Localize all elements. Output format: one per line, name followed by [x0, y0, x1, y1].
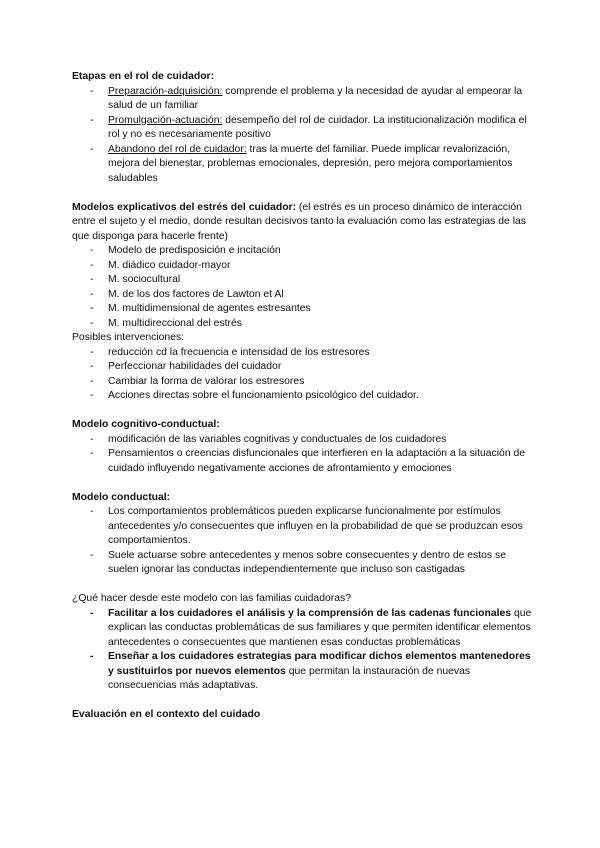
list-item: - Abandono del rol de cuidador: tras la muerte del familiar. Puede implicar revalorización, mejora del bienestar, problemas emocionales, depresión, pero mejora comportamientos saludables — [90, 143, 513, 184]
section-conductual — [72, 491, 532, 578]
list-item: - Pensamientos o creencias disfuncionales que interfieren en la adaptación a la situación de cuidado influyendo negativamente acciones de afrontamiento y emociones — [90, 448, 526, 474]
list-item: - modificación de las variables cognitivas y conductuales de los cuidadores — [90, 433, 447, 445]
section-cognitivo — [72, 418, 532, 476]
modelos-heading: Modelos explicativos del estrés del cuidador: — [72, 201, 297, 213]
list-item: - Modelo de predisposición e incitación — [90, 245, 281, 256]
list-item: - M. de los dos factores de Lawton et Al — [90, 288, 284, 300]
modelos-paragraph — [72, 201, 532, 245]
list-item: - Suele actuarse sobre antecedentes y menos sobre consecuentes y dentro de estos se suelen ignorar las conductas independientemente que incluso son castigadas — [90, 549, 506, 575]
list-item: - Acciones directas sobre el funcionamiento psicológico del cuidador. — [90, 390, 419, 401]
cognitivo-list — [72, 433, 532, 477]
document-page — [72, 70, 532, 737]
modelos-list — [72, 244, 532, 331]
list-item: - Perfeccionar habilidades del cuidador — [90, 361, 282, 372]
list-item: - Enseñar a los cuidadores estrategias para modificar dichos elementos mantenedores y sustituirlos por nuevos elementos que permitan la instauración de nuevas consecuencias más adaptativas. — [90, 651, 531, 691]
section-modelos — [72, 201, 532, 404]
conductual-heading: Modelo conductual: — [72, 491, 171, 503]
list-item: - reducción cd la frecuencia e intensidad de los estresores — [90, 346, 370, 358]
etapas-heading: Etapas en el rol de cuidador: — [72, 71, 215, 82]
conductual-list — [72, 505, 532, 578]
etapas-list — [72, 85, 532, 187]
interventions-list — [72, 346, 532, 404]
list-item: - M. multidireccional del estrés — [90, 317, 242, 329]
cognitivo-heading: Modelo cognitivo-conductual: — [72, 419, 220, 430]
section-evaluacion — [72, 708, 532, 723]
item-title: Preparación-adquisición: — [108, 85, 223, 97]
interventions-label: Posibles intervenciones: — [72, 332, 185, 343]
list-item: - Preparación-adquisición: comprende el problema y la necesidad de ayudar al empeorar la salud de un familiar — [90, 85, 523, 111]
list-item: - M. multidimensional de agentes estresantes — [90, 303, 311, 314]
list-item: - Cambiar la forma de valorar los estresores — [90, 375, 305, 387]
familias-question: ¿Qué hacer desde este modelo con las familias cuidadoras? — [72, 593, 351, 604]
item-text: comprende el problema y la necesidad de ayudar al empeorar la salud de un familiar — [108, 85, 523, 111]
section-etapas — [72, 70, 532, 186]
item-title: Promulgación-actuación: — [108, 114, 223, 126]
evaluacion-heading: Evaluación en el contexto del cuidado — [72, 709, 261, 720]
item-title: Abandono del rol de cuidador: — [108, 143, 247, 155]
item-text: desempeño del rol de cuidador. La institucionalización modifica el rol y no es necesariamente positivo — [108, 114, 527, 140]
familias-list — [72, 607, 532, 694]
list-item: - M. sociocultural — [90, 274, 181, 285]
list-item: - Los comportamientos problemáticos pueden explicarse funcionalmente por estímulos antecedentes y/o consecuentes que influyen en la probabilidad de que se produzcan esos comportamientos. — [90, 506, 523, 546]
list-item: - Promulgación-actuación: desempeño del rol de cuidador. La institucionalización modifica el rol y no es necesariamente positivo — [90, 114, 527, 140]
list-item: - M. diádico cuidador-mayor — [90, 259, 231, 271]
modelos-intro: (el estrés es un proceso dinámico de interacción entre el sujeto y el medio, donde resultan decisivos tanto la evaluación como las estrategias de las que disponga para hacerle frente) — [72, 201, 526, 242]
section-familias — [72, 592, 532, 694]
list-item: - Facilitar a los cuidadores el análisis y la comprensión de las cadenas funcionales que explican las conductas problemáticas de sus familiares y que permiten identificar elementos antecedentes o consecuentes que mantienen esas conductas problemáticas — [90, 607, 532, 648]
item-text: tras la muerte del familiar. Puede implicar revalorización, mejora del bienestar, problemas emocionales, depresión, pero mejora comportamientos saludables — [108, 143, 513, 184]
